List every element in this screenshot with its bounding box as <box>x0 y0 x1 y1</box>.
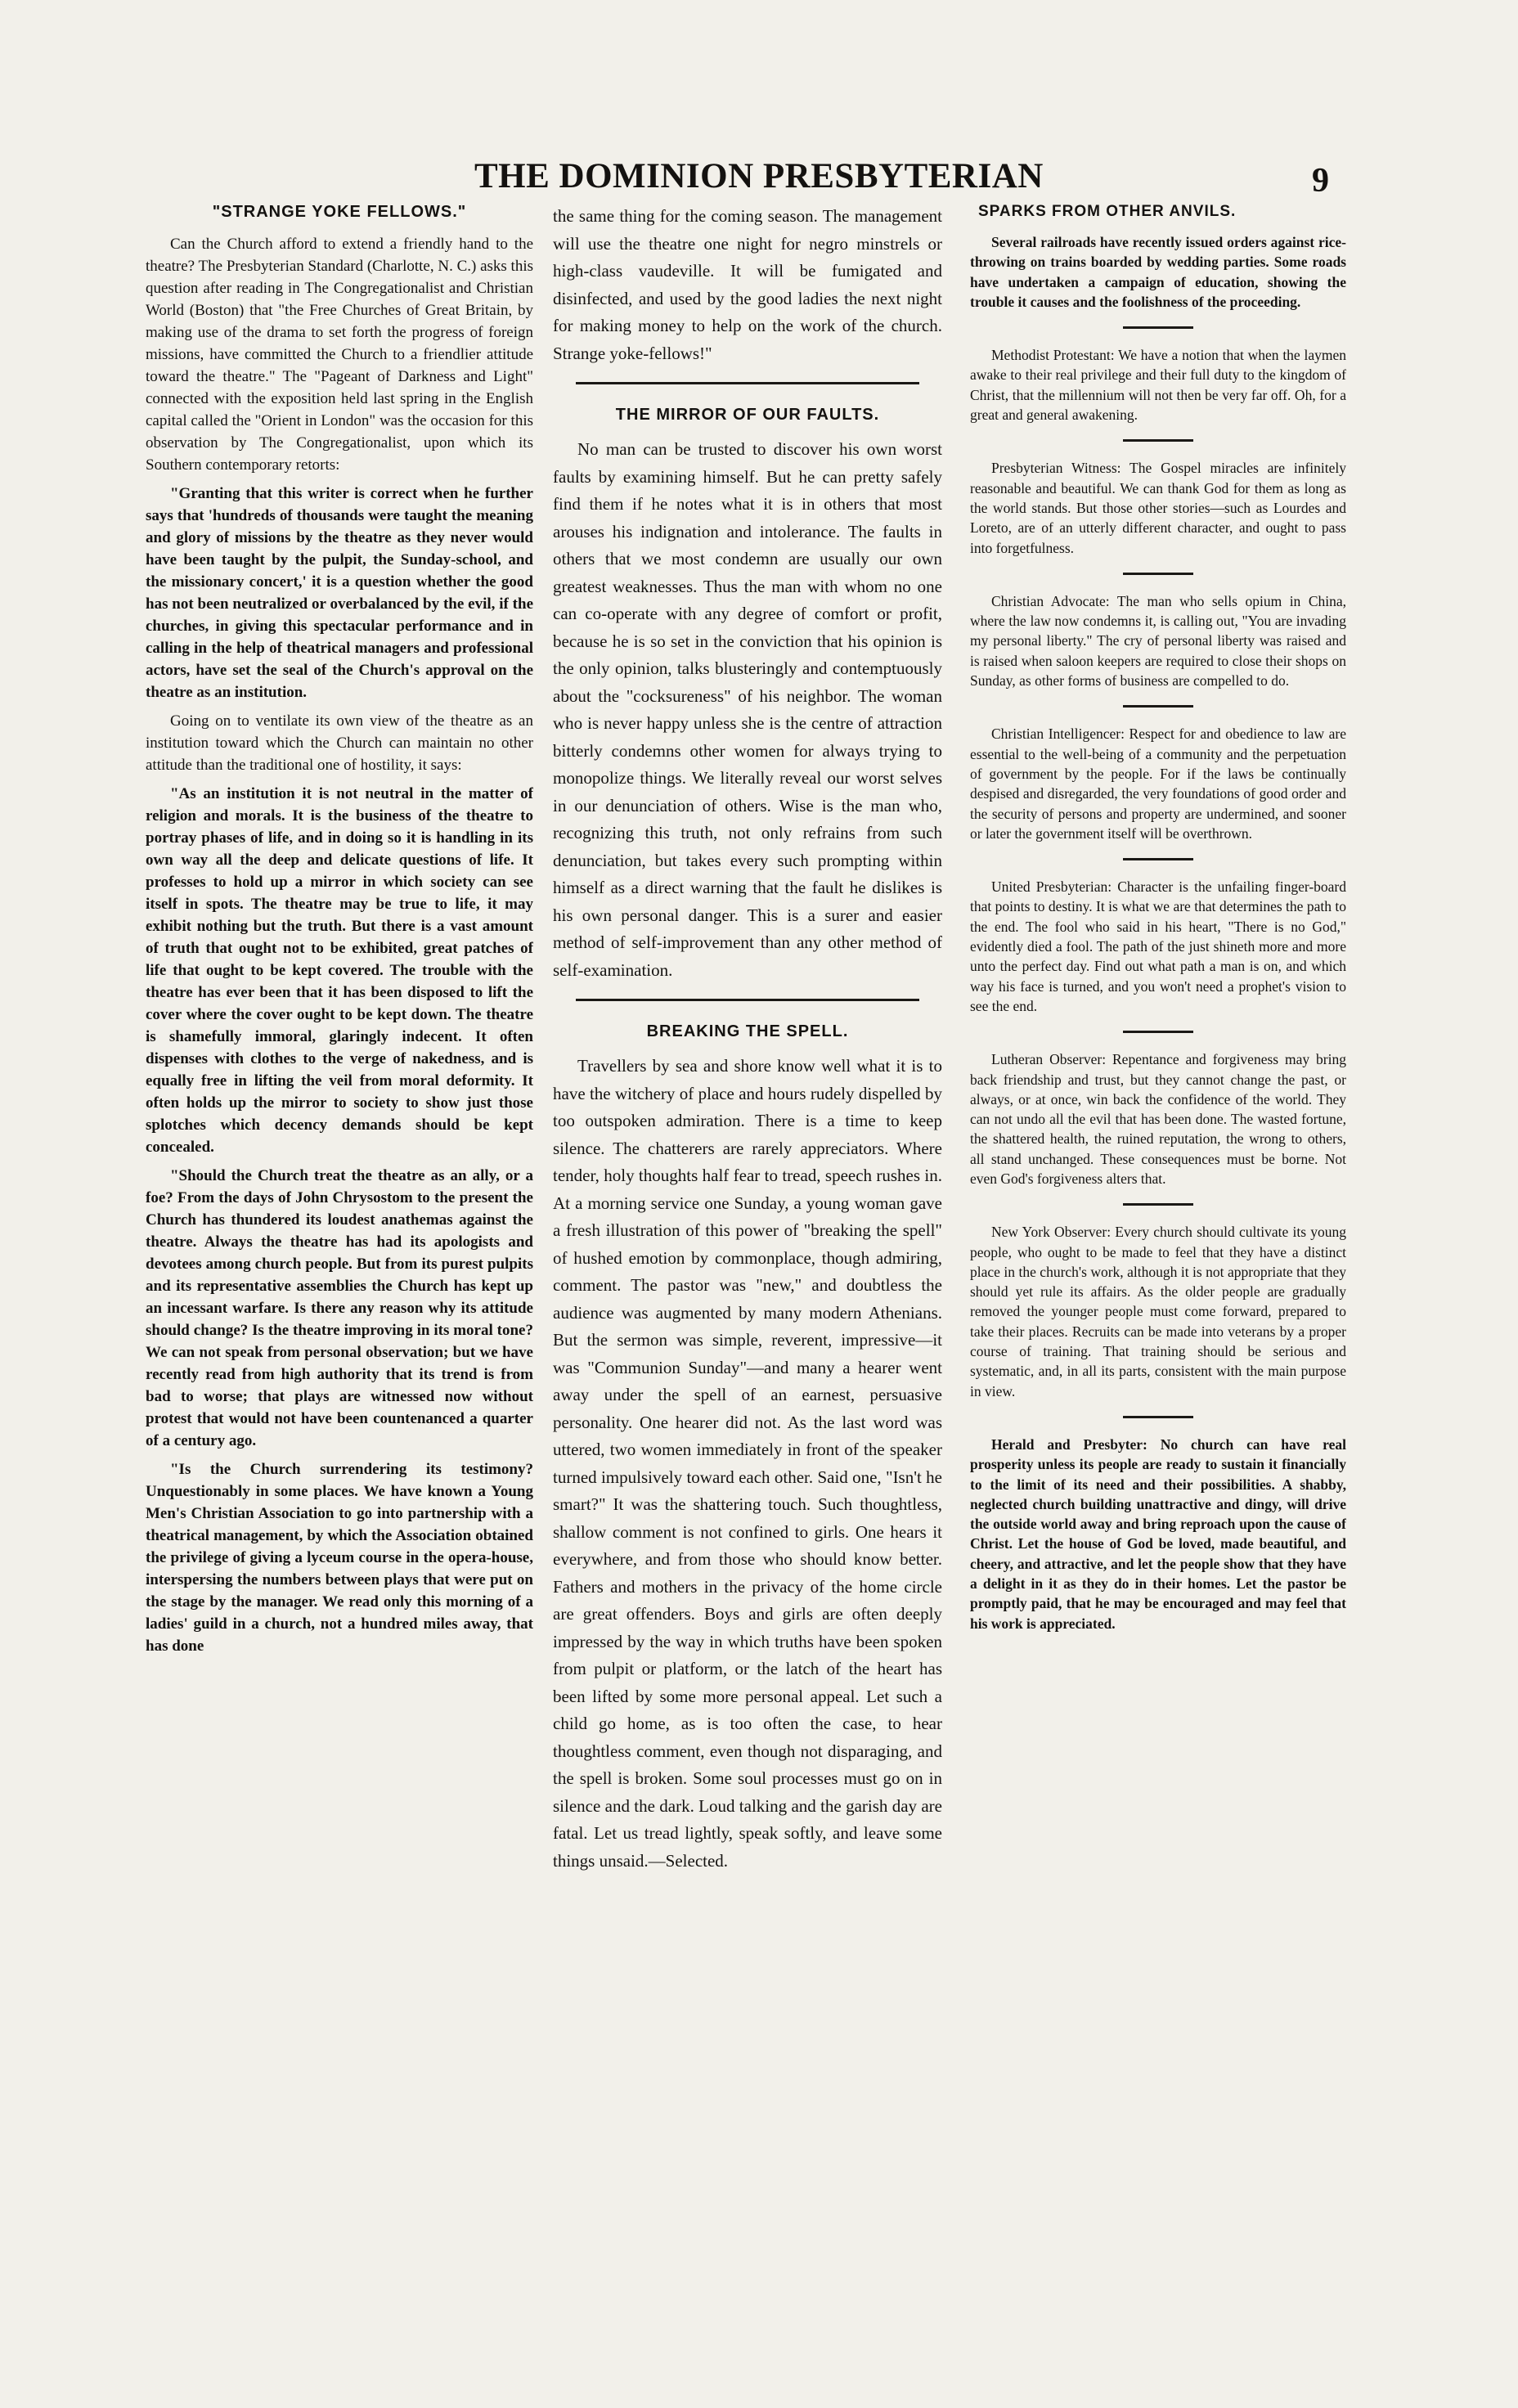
divider <box>1123 573 1193 575</box>
paragraph: "Is the Church surrendering its testimony? Unquestionably in some places. We have known a Young Men's Christian Association to go into partnership with a theatrical management, by which the Association obtained the privilege of giving a lyceum course in the opera-house, interspersing the numbers between plays that were put on the stage by the manager. We read only this morning of a ladies' guild in a church, not a hundred miles away, that has done <box>146 1461 533 1655</box>
column-3 <box>970 203 1346 2323</box>
page-number: 9 <box>1312 162 1329 200</box>
paragraph: Methodist Protestant: We have a notion that when the laymen awake to their real privilege and their full duty to the kingdom of Christ, that the millennium will not then be very far off. Oh, for a great and general awakening. <box>970 347 1346 424</box>
article-body <box>553 1053 942 1875</box>
article-body <box>553 436 942 984</box>
divider <box>1123 1203 1193 1206</box>
article-body <box>146 233 533 1657</box>
divider <box>576 999 919 1001</box>
article-heading-strange-yoke-fellows: "STRANGE YOKE FELLOWS." <box>212 203 467 221</box>
article-heading-mirror: THE MIRROR OF OUR FAULTS. <box>615 406 880 424</box>
paragraph: Going on to ventilate its own view of the theatre as an institution toward which the Church can maintain no other attitude than the traditional one of hostility, it says: <box>146 712 533 774</box>
column-1 <box>146 203 533 2323</box>
divider <box>1123 1031 1193 1033</box>
paragraph: "Should the Church treat the theatre as an ally, or a foe? From the days of John Chrysostom to the present the Church has thundered its loudest anathemas against the theatre. Always the theatre has had its apologists and devotees among church people. But from its purest pulpits and its representative assemblies the Church has kept up an incessant warfare. Is there any reason why its attitude should change? Is the theatre improving in its moral tone? We can not speak from personal observation; but we have recently read from high authority that its trend is from bad to worse; that plays are witnessed now without protest that would not have been countenanced a quarter of a century ago. <box>146 1167 533 1449</box>
column-2 <box>553 203 942 2323</box>
divider <box>1123 1416 1193 1418</box>
article-heading-sparks: SPARKS FROM OTHER ANVILS. <box>978 203 1237 220</box>
divider <box>576 382 919 384</box>
paragraph: Presbyterian Witness: The Gospel miracles are infinitely reasonable and beautiful. We can thank God for them as long as the world stands. But those other stories—such as Lourdes and Loreto, are of an utterly different character, and ought to pass into forgetfulness. <box>970 460 1346 556</box>
divider <box>1123 705 1193 708</box>
paragraph: Herald and Presbyter: No church can have real prosperity unless its people are ready to sustain it financially to the limit of its need and their possibilities. A shabby, neglected church building unattractive and dingy, will drive the outside world away and bring reproach upon the cause of Christ. Let the house of God be loved, made beautiful, and cheery, and attractive, and let the people show that they have a delight in it as they do in their homes. Let the pastor be promptly paid, that he may be encouraged and may feel that his work is appreciated. <box>970 1435 1346 1632</box>
paragraph: Christian Advocate: The man who sells opium in China, where the law now condemns it, is calling out, "You are invading my personal liberty." The cry of personal liberty was raised and is raised when saloon keepers are required to close their shops on Sunday, as other forms of business are compelled to do. <box>970 592 1346 690</box>
article-heading-breaking-spell: BREAKING THE SPELL. <box>646 1022 849 1040</box>
paragraph: Lutheran Observer: Repentance and forgiveness may bring back friendship and trust, but they cannot change the past, or always, or at once, win back the confidence of the world. They can not undo all the evil that has been done. The wasted fortune, the shattered health, the ruined reputation, the wrong to others, all stand unchanged. These consequences must be borne. Not even God's forgiveness alters that. <box>970 1051 1346 1187</box>
paragraph: Travellers by sea and shore know well what it is to have the witchery of place and hours rudely dispelled by too outspoken admiration. There is a time to keep silence. The chatterers are rarely appreciators. Where tender, holy thoughts half fear to tread, speech rushes in. At a morning service one Sunday, a young woman gave a fresh illustration of this power of "breaking the spell" of hushed emotion by commonplace, though admiring, comment. The pastor was "new," and doubtless the audience was augmented by many modern Athenians. But the sermon was simple, reverent, impressive—it was "Communion Sunday"—and many a hearer went away under the spell of an earnest, persuasive personality. One hearer did not. As the last word was uttered, two women immediately in front of the speaker turned impulsively toward each other. Said one, "Isn't he smart?" It was the shattering touch. Such thoughtless, shallow comment is not confined to girls. One hears it everywhere, and from those who should know better. Fathers and mothers in the privacy of the home circle are great offenders. Boys and girls are often deeply impressed by the way in which truths have been spoken from pulpit or platform, or the latch of the heart has been lifted by some more personal appeal. Let such a child go home, as is too often the case, to hear thoughtless comment, even though not disparaging, and the spell is broken. Some soul processes must go on in silence and the dark. Loud talking and the garish day are fatal. Let us tread lightly, speak softly, and leave some things unsaid.—Selected. <box>553 1056 942 1871</box>
paragraph: No man can be trusted to discover his own worst faults by examining himself. But he can pretty safely find them if he notes what it is in others that most arouses his indignation and intolerance. The faults in others that we most condemn are usually our own greatest weaknesses. Thus the man with whom no one can co-operate with any degree of comfort or profit, because he is so set in the conviction that his opinion is the only opinion, talks blusteringly and contemptuously about the "cocksureness" of his neighbor. The woman who is never happy unless she is the centre of attraction bitterly condemns other women for always trying to monopolize things. We literally reveal our worst selves in our denunciation of others. Wise is the man who, recognizing this truth, not only refrains from such denunciation, but takes every such prompting within himself as a direct warning that the fault he dislikes is his own personal danger. This is a surer and easier method of self-improvement than any other method of self-examination. <box>553 439 942 980</box>
divider <box>1123 439 1193 442</box>
paragraph: "As an institution it is not neutral in the matter of religion and morals. It is the business of the theatre to portray phases of life, and in doing so it is handling in its own way all the deep and delicate questions of life. It professes to hold up a mirror in which society can see itself in spots. The theatre may be true to life, it may exhibit nothing but the truth. But there is a vast amount of truth that ought not to be exhibited, great patches of life that ought to be kept covered. The trouble with the theatre has ever been that it has been disposed to lift the cover where the cover ought to be kept down. The theatre is shamefully immoral, glaringly indecent. It often dispenses with clothes to the verge of nakedness, and is equally free in lifting the veil from moral deformity. It often holds up the mirror to society to show just those splotches which decency demands should be kept concealed. <box>146 785 533 1156</box>
paragraph: Several railroads have recently issued orders against rice-throwing on trains boarded by wedding parties. Some roads have undertaken a campaign of education, showing the trouble it causes and the foolishness of the proceeding. <box>970 234 1346 310</box>
paragraph: New York Observer: Every church should cultivate its young people, who ought to be made to feel that they have a distinct place in the church's work, although it is not appropriate that they should yet rule its affairs. As the older people are gradually removed the younger people must come forward, prepared to take their places. Recruits can be made into veterans by a proper course of training. That training should be serious and systematic, and, in all its parts, consistent with the main purpose in view. <box>970 1224 1346 1399</box>
paragraph: "Granting that this writer is correct when he further says that 'hundreds of thousands were taught the meaning and glory of missions by the theatre as they never would have been taught by the pulpit, the Sunday-school, and the missionary concert,' it is a question whether the good has not been neutralized or overbalanced by the evil, if the churches, in giving this spectacular performance and in calling in the help of theatrical managers and professional actors, have set the seal of the Church's approval on the theatre as an institution. <box>146 485 533 701</box>
paragraph: Christian Intelligencer: Respect for and obedience to law are essential to the well-being of a community and the perpetuation of government by the people. For if the laws be continually despised and disregarded, the very foundations of good order and the security of persons and property are undermined, and sooner or later the government itself will be overthrown. <box>970 726 1346 842</box>
paragraph: United Presbyterian: Character is the unfailing finger-board that points to destiny. It is what we are that determines the path to the end. The fool who said in his heart, "There is no God," evidently died a fool. The path of the just shineth more and more unto the perfect day. Find out what path a man is on, and which way his face is turned, and you won't need a prophet's vision to see the end. <box>970 878 1346 1014</box>
paragraph: Can the Church afford to extend a friendly hand to the theatre? The Presbyterian Standard (Charlotte, N. C.) asks this question after reading in The Congregationalist and Christian World (Boston) that "the Free Churches of Great Britain, by making use of the drama to set forth the progress of foreign missions, have committed the Church to a friendlier attitude toward the theatre." The "Pageant of Darkness and Light" connected with the exposition held last spring in the English capital called the "Orient in London" was the occasion for this observation by The Congregationalist, upon which its Southern contemporary retorts: <box>146 236 533 474</box>
divider <box>1123 326 1193 329</box>
article-body <box>553 203 942 367</box>
divider <box>1123 858 1193 860</box>
article-body <box>970 232 1346 1633</box>
masthead-title: THE DOMINION PRESBYTERIAN <box>474 157 1044 195</box>
paragraph: the same thing for the coming season. The management will use the theatre one night for negro minstrels or high-class vaudeville. It will be fumigated and disinfected, and used by the good ladies the next night for making money to help on the work of the church. Strange yoke-fellows!" <box>553 206 942 363</box>
